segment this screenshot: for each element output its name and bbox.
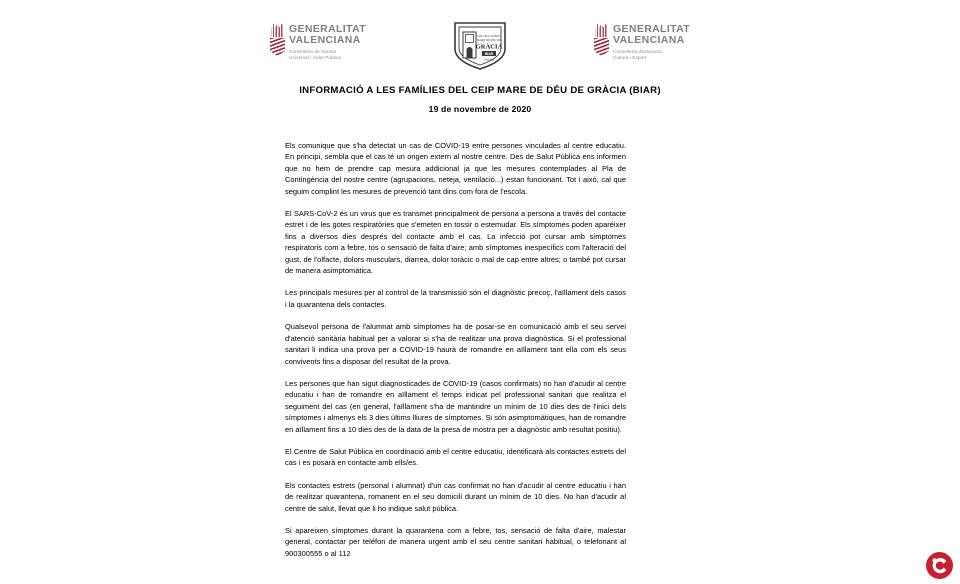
- crest-subtitle: (Alacant): [483, 58, 495, 62]
- logo-left-department-line2: Universal i Salut Pública: [289, 55, 342, 61]
- document-date: 19 de novembre de 2020: [428, 104, 532, 114]
- logo-right-line1: GENERALITAT: [613, 23, 690, 35]
- logo-generalitat-sanitat: [270, 22, 366, 62]
- school-shield-crest-icon: [451, 21, 509, 71]
- crest-text-mid: MARE DE DÉU DE: [476, 38, 502, 42]
- header-logo-strip: [270, 22, 690, 74]
- red-circle-c-badge-icon: [925, 551, 954, 580]
- logo-left-wordmark: [289, 22, 366, 62]
- logo-left-line2: VALENCIANA: [289, 34, 361, 47]
- crest-text-top: COL·LEGI PÚBLIC: [476, 34, 502, 38]
- logo-right-department-line2: Cultura i Esport: [613, 55, 647, 61]
- logo-left-line1: GENERALITAT: [289, 23, 366, 35]
- logo-left-department-line1: Conselleria de Sanitat: [289, 49, 337, 55]
- logo-right-wordmark: [613, 22, 690, 62]
- crest-town: BIAR: [484, 52, 494, 56]
- crest-name: GRÀCIA: [475, 43, 503, 51]
- paragraph: Els contactes estrets (personal i alumnat) d'un cas confirmat no han d'acudir al centre educatiu i han de realitzar quarantena, romanent en el seu domicili durant un mínim de 10 dies. No han d'acudir al centre de salut, llevat que li ho indique salut pública.: [285, 480, 626, 513]
- document-body: [285, 140, 626, 559]
- paragraph: Si apareixen símptomes durant la quarantena com a febre, tos, sensació de falta d'aire, malestar general, contactar per teléfon de manera urgent amb el seu centre sanitari habitual, o telefonant al 900300555 o al 112: [285, 525, 626, 558]
- paragraph: El Centre de Salut Pública en coordinació amb el centre educatiu, identificarà als contactes estrets del cas i es posarà en contacte amb ells/es.: [285, 446, 626, 468]
- logo-right-line2: VALENCIANA: [613, 34, 685, 47]
- logo-generalitat-educacio: [594, 22, 690, 62]
- paragraph: Qualsevol persona de l'alumnat amb símptomes ha de posar-se en comunicació amb el seu servei d'atenció sanitària habitual per a valorar si s'ha de realitzar una prova diagnòstica. Si el professional sanitari li indica una prova per a COVID-19 haurà de romandre en aïllament tant ella com els seus convivents fins a disposar del resultat de la prova.: [285, 322, 626, 366]
- generalitat-valenciana-emblem-icon: [594, 22, 609, 56]
- generalitat-valenciana-emblem-icon: [270, 22, 285, 56]
- paragraph: Els comunique que s'ha detectat un cas de COVID-19 entre persones vinculades al centre educatiu. En principi, sembla que el cas té un origen extern al nostre centre. Des de Salut Pública ens informen que no hem de prendre cap mesura addicional ja que les mesures contemplades al Pla de Contingència del nostre centre (agrupacions, neteja, ventilació...) estan funcionant. Tot i això, cal que seguim complint les mesures de prevenció tant dins com fora de l'escola.: [285, 141, 626, 196]
- paragraph: Les principals mesures per al control de la transmissió són el diagnòstic precoç, l'aïllament dels casos i la quarantena dels contactes.: [285, 288, 626, 309]
- paragraph: El SARS-CoV-2 és un virus que es transmet principalment de persona a persona a través del contacte estret i de les gotes respiratòries que s'emeten en tossir o estemudar. Els símptomes poden aparéixer fins a diversos dies després del contacte amb el cas. La infecció pot cursar amb símptomes respiratoris com a febre, tos o sensació de falta d'aire; amb símptomes inespecífics com l'alteració del gust, de l'olfacte, dolors musculars, diarrea, dolor toràcic o mal de cap entre altres; o també pot cursar de manera asimptomàtica.: [285, 209, 626, 276]
- paragraph: Les persones que han sigut diagnosticades de COVID-19 (casos confirmats) no han d'acudir al centre educatiu i han de romandre en aïllament el temps indicat pel professional sanitari que realitza el seguiment del cas (en general, l'aïllament s'ha de mantindre un mínim de 10 dies des de l'inici dels símptomes i almenys els 3 dies últims lliures de símptomes. Si són asimptomàtiques, han de romandre en aïllament fins a 10 dies des de la data de la presa de mostra per a diagnòstic amb resultat positiu).: [285, 378, 626, 434]
- logo-right-department-line1: Conselleria d'Educació,: [613, 49, 664, 55]
- document-title: INFORMACIÓ A LES FAMÍLIES DEL CEIP MARE DE DÉU DE GRÀCIA (BIAR): [299, 85, 661, 96]
